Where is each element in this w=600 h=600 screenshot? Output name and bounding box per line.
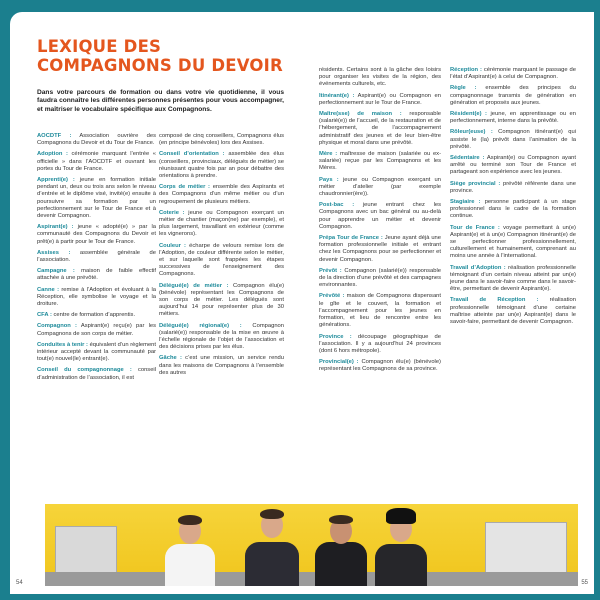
- glossary-entry: [159, 283, 284, 319]
- glossary-term: Maître(sse) de maison :: [319, 111, 402, 118]
- glossary-term: Coterie :: [159, 209, 185, 216]
- glossary-term: CFA :: [37, 312, 52, 319]
- glossary-entry: [450, 199, 576, 221]
- glossary-entry: [450, 297, 576, 326]
- page-number-left: 54: [16, 580, 23, 586]
- glossary-term: Rôleur(euse) :: [450, 129, 493, 136]
- glossary-term: Sédentaire :: [450, 155, 485, 162]
- glossary-entry: [319, 359, 441, 373]
- glossary-definition: jeune entrant chez les Compagnons avec un bac général ou au-delà pour apprendre un métier et devenir Compagnon.: [319, 202, 441, 230]
- person-4: [375, 504, 427, 586]
- glossary-term: Prévôté :: [319, 293, 345, 300]
- glossary-entry: [450, 265, 576, 294]
- glossary-term: Stagiaire :: [450, 199, 481, 206]
- glossary-entry: [37, 323, 156, 337]
- glossary-entry: [450, 129, 576, 151]
- title-line-1: LEXIQUE DES: [37, 37, 162, 56]
- glossary-entry: [450, 111, 576, 125]
- glossary-definition: jeune ou Compagnon exerçant un métier d’atelier (par exemple chaudronnier(ère)).: [319, 176, 441, 198]
- glossary-definition: cérémonie marquant le passage de l’état d’Aspirant(e) à celui de Compagnon.: [450, 67, 576, 81]
- glossary-definition: Compagnon élu(e) (bénévole) représentant les Compagnons de son corps de métier. Les délégués sont aujourd’hui 14 pour représenter plus de 30 métiers.: [159, 282, 285, 318]
- glossary-entry: [450, 85, 576, 107]
- glossary-entry: [159, 323, 284, 352]
- glossary-definition: ensemble des principes du compagnonnage transmis de génération en génération et proposés aux jeunes.: [450, 85, 576, 106]
- glossary-column-2: [159, 133, 284, 381]
- glossary-definition: maison de faible effectif attachée à une prévôté.: [37, 268, 156, 282]
- glossary-entry: [450, 225, 576, 261]
- glossary-term: Couleur :: [159, 242, 186, 249]
- glossary-definition: équivalent d’un règlement intérieur accepté devant la communauté par tout(e) nouvel(le) entrant(e).: [37, 341, 157, 363]
- glossary-entry: [450, 181, 576, 195]
- glossary-definition: Aspirant(e) ou Compagnon ayant arrêté ou terminé son Tour de France et partageant son expérience avec les jeunes.: [450, 155, 577, 176]
- glossary-definition: jeune « adopté(e) » par la communauté des Compagnons du Devoir et prêt(e) à partir pour le Tour de France.: [37, 224, 156, 245]
- glossary-entry: [37, 250, 156, 264]
- glossary-term: Gâche :: [159, 355, 182, 362]
- glossary-entry: [37, 312, 156, 319]
- glossary-definition: Aspirant(e) reçu(e) par les Compagnons de son corps de métier.: [37, 323, 157, 337]
- glossary-definition: réalisation professionnelle témoignant d’une certaine maîtrise atteinte par un(e) Aspirant(e) dans le savoir-faire, permettant de devenir Compagnon.: [450, 297, 576, 326]
- glossary-definition: assemblée des élus (conseillers, provinciaux, délégués de métier) se réunissant quatre fois par an pour débattre des orientations à prendre.: [159, 151, 284, 180]
- glossary-definition: résidents. Certains sont à la gâche des loisirs pour organiser les visites de la région, des événements culturels, etc.: [319, 67, 441, 88]
- glossary-definition: personne participant à un stage professionnel dans le cadre de la formation continue.: [450, 199, 577, 220]
- glossary-definition: jeune en formation initiale pendant un, deux ou trois ans selon le niveau d’entrée et le diplôme visé, invité(e) ensuite à poursuivre sa formation par un perfectionnement sur le Tour de France et à devenir Compagnon.: [37, 177, 156, 220]
- glossary-entry: [159, 133, 284, 147]
- glossary-entry: [159, 355, 284, 377]
- glossary-term: Compagnon :: [37, 323, 77, 330]
- glossary-entry: [319, 151, 441, 173]
- glossary-definition: Compagnon (salarié(e)) responsable de la mise en œuvre à l’échelle régionale de l’objet de l’association et des décisions prises par les élus.: [159, 322, 284, 351]
- glossary-term: Post-bac :: [319, 202, 355, 209]
- glossary-entry: [159, 184, 284, 206]
- glossary-definition: jeune ou Compagnon exerçant un métier de chantier (maçon(ne) par exemple), et plus largement, travaillant en extérieur (comme les vignerons).: [159, 209, 285, 238]
- glossary-entry: [319, 334, 441, 356]
- glossary-entry: [450, 67, 576, 81]
- glossary-term: Corps de métier :: [159, 184, 210, 191]
- glossary-term: Aspirant(e) :: [37, 224, 74, 231]
- glossary-definition: réalisation professionnelle témoignant d’un certain niveau atteint par un(e) jeune dans le savoir-faire comme dans le savoir-être, permettant de devenir Aspirant(e).: [450, 264, 576, 293]
- page-title: [37, 37, 283, 75]
- glossary-definition: ensemble des Aspirants et des Compagnons d’un même métier ou d’un regroupement de plusieurs métiers.: [159, 184, 284, 205]
- page-number-right: 55: [581, 580, 588, 586]
- glossary-term: Apprenti(e) :: [37, 177, 75, 184]
- glossary-term: Travail de Réception :: [450, 297, 539, 304]
- glossary-definition: voyage permettant à un(e) Aspirant(e) et à un(e) Compagnon itinérant(e) de se perfectionner professionnellement, culturellement et humainement, comprenant au moins une année à l’international.: [450, 224, 576, 260]
- glossary-definition: cérémonie marquant l’entrée « officielle » dans l’AOCDTF et ouvrant les portes du Tour de France.: [37, 151, 156, 172]
- glossary-term: Canne :: [37, 286, 59, 293]
- glossary-definition: conseil d’administration de l’association, il est: [37, 367, 156, 381]
- glossary-definition: jeune, en apprentissage ou en perfectionnement, interne dans la prévôté.: [450, 111, 577, 125]
- glossary-entry: [37, 133, 156, 147]
- glossary-definition: Compagnon (salarié(e)) responsable de la direction d’une prévôté et des campagnes environnantes.: [319, 267, 441, 289]
- glossary-entry: [319, 67, 441, 89]
- glossary-term: Campagne :: [37, 268, 75, 275]
- glossary-entry: [319, 111, 441, 147]
- glossary-definition: Association ouvrière des Compagnons du Devoir et du Tour de France.: [37, 133, 156, 147]
- glossary-entry: [159, 151, 284, 180]
- glossary-term: Assises :: [37, 249, 71, 256]
- glossary-definition: prévôté référente dans une province.: [450, 180, 576, 194]
- glossary-definition: Compagnon élu(e) (bénévole) représentant les Compagnons de sa province.: [319, 359, 441, 373]
- glossary-term: Province :: [319, 333, 352, 340]
- glossary-entry: [159, 243, 284, 279]
- glossary-column-1: [37, 133, 156, 386]
- glossary-term: Délégué(e) de métier :: [159, 282, 229, 289]
- glossary-definition: remise à l’Adoption et évoluant à la Réception, elle symbolise le voyage et la droiture.: [37, 286, 156, 308]
- glossary-entry: [319, 93, 441, 107]
- glossary-term: Résident(e) :: [450, 111, 487, 118]
- glossary-term: Adoption :: [37, 151, 68, 158]
- glossary-entry: [319, 268, 441, 290]
- glossary-term: AOCDTF :: [37, 133, 72, 139]
- glossary-entry: [37, 268, 156, 282]
- glossary-term: Conseil du compagnonnage :: [37, 367, 132, 374]
- glossary-column-4: [450, 67, 576, 330]
- glossary-term: Conduites à tenir :: [37, 341, 88, 348]
- glossary-entry: [450, 155, 576, 177]
- glossary-column-3: [319, 67, 441, 378]
- glossary-term: Siège provincial :: [450, 180, 501, 187]
- machine-left: [55, 526, 117, 578]
- glossary-term: Règle :: [450, 85, 477, 92]
- intro-paragraph: Dans votre parcours de formation ou dans votre vie quotidienne, il vous faudra connaître les différentes personnes présentes pour vous accompagner, et maîtriser le vocabulaire spécifique aux Compagnons.: [37, 89, 284, 113]
- person-1: [165, 504, 215, 586]
- glossary-entry: [37, 151, 156, 173]
- glossary-entry: [37, 367, 156, 381]
- glossary-term: Mère :: [319, 151, 338, 158]
- glossary-definition: assemblée générale de l’association.: [37, 249, 156, 264]
- glossary-definition: c’est une mission, un service rendu dans les maisons de Compagnons à l’ensemble des autres: [159, 355, 284, 376]
- glossary-term: Conseil d’orientation :: [159, 151, 225, 158]
- glossary-entry: [37, 177, 156, 220]
- glossary-entry: [319, 235, 441, 264]
- glossary-term: Prépa Tour de France :: [319, 235, 383, 242]
- glossary-entry: [319, 202, 441, 231]
- glossary-term: Pays :: [319, 176, 339, 183]
- glossary-definition: Jeune ayant déjà une formation professionnelle initiale et entrant chez les Compagnons pour se perfectionner et devenir Compagnon.: [319, 235, 441, 263]
- workbench: [45, 572, 578, 586]
- glossary-entry: [37, 224, 156, 246]
- glossary-entry: [37, 342, 156, 364]
- workshop-photo: [45, 504, 578, 586]
- person-2: [245, 504, 299, 586]
- glossary-definition: découpage géographique de l’association. Il y a aujourd’hui 24 provinces (dont 6 hors métropole).: [319, 333, 441, 354]
- glossary-definition: responsable (salarié(e)) de l’accueil, de la restauration et de l’hébergement, de l’accompagnement administratif des jeunes et de leur bien-être physique et moral dans une prévôté.: [319, 111, 441, 146]
- title-line-2: COMPAGNONS DU DEVOIR: [37, 56, 283, 75]
- glossary-entry: [37, 287, 156, 309]
- glossary-definition: centre de formation d’apprentis.: [51, 312, 136, 319]
- glossary-definition: maîtresse de maison (salariée ou ex-salariée) reçue par les Compagnons et les Mères.: [319, 151, 442, 172]
- magazine-spread: [10, 12, 594, 594]
- person-3: [315, 504, 367, 586]
- glossary-term: Réception :: [450, 67, 482, 73]
- glossary-entry: [159, 210, 284, 239]
- glossary-term: Travail d’Adoption :: [450, 264, 506, 271]
- glossary-definition: écharpe de velours remise lors de l’Adoption, de couleur différente selon le métier, et sur laquelle sont frappées les étapes successives de l’enseignement des Compagnons.: [159, 242, 284, 278]
- glossary-definition: Aspirant(e) ou Compagnon en perfectionnement sur le Tour de France.: [319, 92, 441, 106]
- glossary-entry: [319, 293, 441, 329]
- glossary-definition: composé de cinq conseillers, Compagnons élus (en principe bénévoles) lors des Assises.: [159, 133, 284, 147]
- glossary-term: Prévôt :: [319, 267, 342, 274]
- glossary-term: Tour de France :: [450, 224, 500, 231]
- glossary-term: Provincial(e) :: [319, 359, 359, 366]
- glossary-entry: [319, 177, 441, 199]
- glossary-definition: maison de Compagnons dispensant le gîte et le couvert, la formation et l’accompagnement pour les jeunes en formation, et lieu de rencontre entre les générations.: [319, 293, 441, 329]
- glossary-definition: Compagnon itinérant(e) qui assiste le (la) prévôt dans l’animation de la prévôté.: [450, 129, 576, 150]
- welding-helmet: [386, 508, 416, 524]
- glossary-term: Délégué(e) régional(e) :: [159, 322, 242, 329]
- glossary-term: Itinérant(e) :: [319, 92, 355, 99]
